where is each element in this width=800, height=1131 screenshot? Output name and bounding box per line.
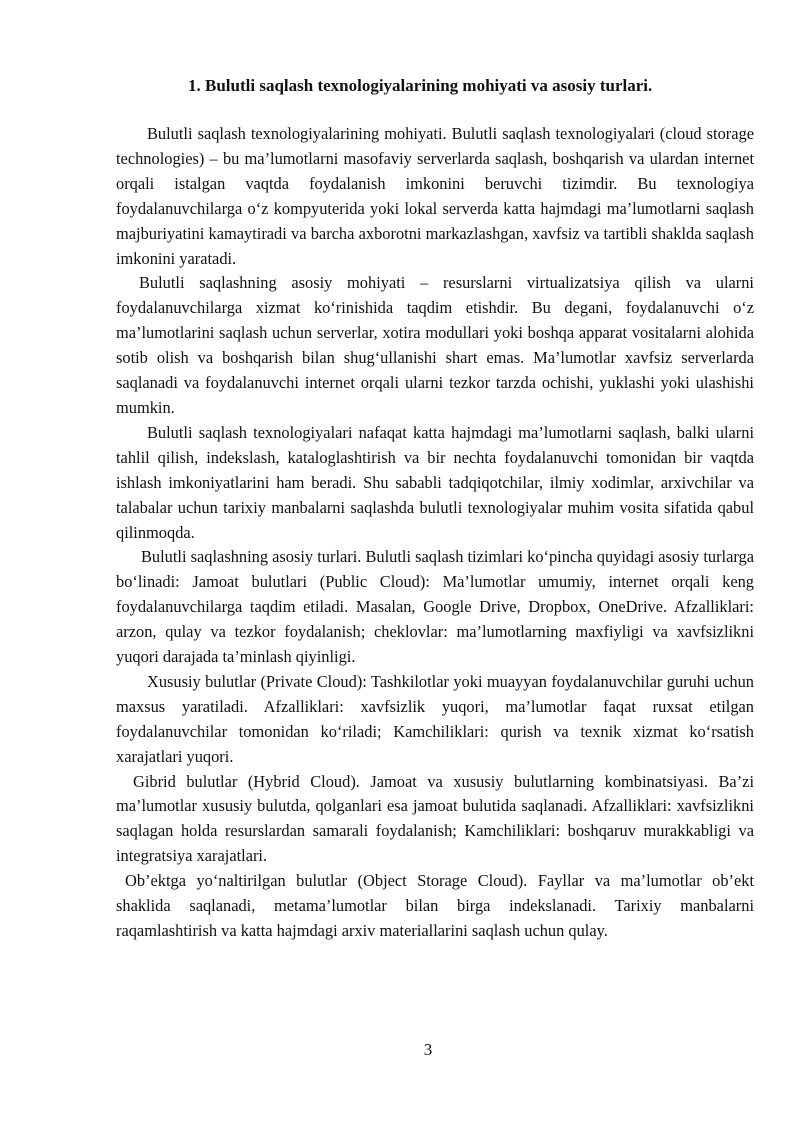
paragraph-virtualization: Bulutli saqlashning asosiy mohiyati – resurslarni virtualizatsiya qilish va ularni foydalanuvchilarga xizmat ko‘rinishida taqdim etishdir. Bu degani, foydalanuvchi o‘z ma’lumotlarini saqlash uchun serverlar, xotira modullari yoki boshqa apparat vositalarni alohida sotib olish va boshqarish bilan shug‘ullanishi shart emas. Ma’lumotlar xavfsiz serverlarda saqlanadi va foydalanuvchi internet orqali ularni tezkor tarzda ochishi, yuklashi yoki ulashishi mumkin. — [116, 273, 754, 417]
page-number: 3 — [423, 1040, 433, 1059]
paragraph-object-storage: Ob’ektga yo‘naltirilgan bulutlar (Object Storage Cloud). Fayllar va ma’lumotlar ob’ekt shaklida saqlanadi, metama’lumotlar bilan birga indekslanadi. Tarixiy manbalarni raqamlashtirish va katta hajmdagi arxiv materiallarini saqlash uchun qulay. — [116, 871, 754, 940]
paragraph-private-cloud: Xususiy bulutlar (Private Cloud): Tashkilotlar yoki muayyan foydalanuvchilar guruhi uchun maxsus yaratiladi. Afzalliklari: xavfsizlik yuqori, ma’lumotlar faqat ruxsat etilgan foydalanuvchilar tomonidan ko‘riladi; Kamchiliklari: qurish va texnik xizmat ko‘rsatish xarajatlari yuqori. — [116, 671, 754, 766]
section-heading: 1. Bulutli saqlash texnologiyalarining mohiyati va asosiy turlari. — [188, 76, 653, 95]
paragraph-capabilities: Bulutli saqlash texnologiyalari nafaqat katta hajmdagi ma’lumotlarni saqlash, balki ularni tahlil qilish, indekslash, kataloglashtirish va bir nechta foydalanuvchi tomonidan bir vaqtda ishlash imkoniyatlarini ham beradi. Shu sababli tadqiqotchilar, ilmiy xodimlar, arxivchilar va talabalar uchun tarixiy manbalarni saqlashda bulutli texnologiyalar muhim vosita sifatida qabul qilinmoqda. — [116, 422, 754, 542]
body-text — [116, 122, 754, 944]
paragraph-public-cloud: Bulutli saqlashning asosiy turlari. Bulutli saqlash tizimlari ko‘pincha quyidagi asosiy turlarga bo‘linadi: Jamoat bulutlari (Public Cloud): Ma’lumotlar umumiy, internet orqali keng foydalanuvchilarga taqdim etiladi. Masalan, Google Drive, Dropbox, OneDrive. Afzalliklari: arzon, qulay va tezkor foydalanish; cheklovlar: ma’lumotlarning maxfiyligi va xavfsizlikni yuqori darajada ta’minlash qiyinligi. — [116, 547, 754, 667]
paragraph-hybrid-cloud: Gibrid bulutlar (Hybrid Cloud). Jamoat va xususiy bulutlarning kombinatsiyasi. Ba’zi ma’lumotlar xususiy bulutda, qolganlari esa jamoat bulutida saqlanadi. Afzalliklari: xavfsizlikni saqlagan holda resurslardan samarali foydalanish; Kamchiliklari: boshqaruv murakkabligi va integratsiya xarajatlari. — [116, 771, 754, 866]
paragraph-essence: Bulutli saqlash texnologiyalarining mohiyati. Bulutli saqlash texnologiyalari (cloud storage technologies) – bu ma’lumotlarni masofaviy serverlarda saqlash, boshqarish va ulardan internet orqali istalgan vaqtda foydalanish imkonini beruvchi tizimdir. Bu texnologiya foydalanuvchilarga o‘z kompyuterida yoki lokal serverda katta hajmdagi ma’lumotlarni saqlash majburiyatini kamaytiradi va barcha axborotni markazlashgan, xavfsiz va tartibli shaklda saqlash imkonini yaratadi. — [116, 124, 754, 268]
